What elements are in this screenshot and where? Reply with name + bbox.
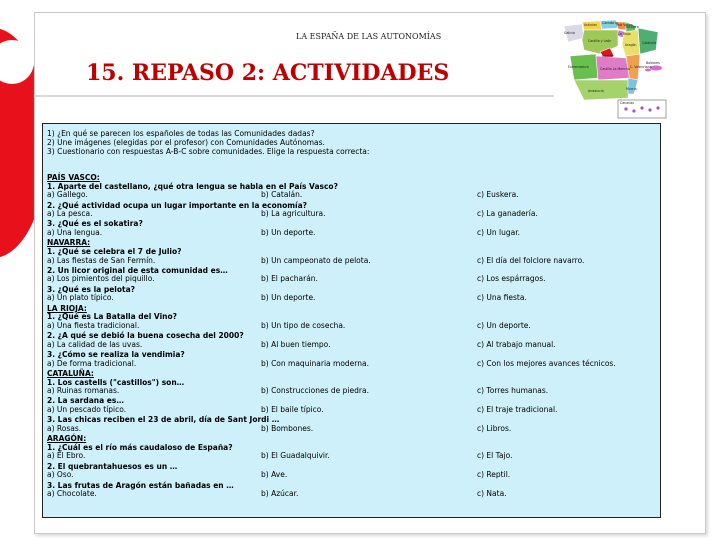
question-text: 1. ¿Qué se celebra el 7 de Julio? [47,246,182,256]
answer-option-b: b) La agricultura. [261,209,326,219]
answer-option-c: c) Reptil. [477,470,511,480]
answer-option-c: c) Euskera. [477,190,519,200]
answer-option-a: a) Chocolate. [47,489,97,499]
answer-option-a: a) Las fiestas de San Fermín. [47,255,156,265]
map-label: Asturias [584,23,597,27]
answer-option-a: a) Rosas. [47,423,82,433]
answer-option-b: b) Ave. [261,470,288,480]
map-label: Castilla La Mancha [600,67,630,71]
map-label: Aragón [625,43,637,47]
question-text: 3. ¿Cómo se realiza la vendimia? [47,350,185,359]
answer-option-c: c) Libros. [477,423,512,433]
question-text: 3. Las chicas reciben el 23 de abril, día de Sant Jordi … [47,415,280,425]
question-text: 3. Las frutas de Aragón están bañadas en … [47,480,234,490]
answer-option-c: c) El traje tradicional. [477,405,558,414]
question-text: 2. La sardana es… [47,396,124,406]
question-text: 1. ¿Qué es La Batalla del Vino? [47,312,178,322]
answer-option-b: b) Catalán. [261,190,303,200]
answer-option-b: b) El baile típico. [261,405,324,414]
region-heading: LA RIOJA: [47,303,87,313]
answer-option-c: c) Los espárragos. [477,274,546,284]
map-label: Madrid [602,54,613,58]
question-text: 3. ¿Qué es la pelota? [47,284,136,294]
map-label: Navarra [626,25,639,29]
question-text: 1. Aparte del castellano, ¿qué otra lengua se habla en el País Vasco? [47,181,338,191]
answer-option-c: c) Un deporte. [477,320,531,330]
activities-box [42,123,661,518]
map-label: Baleares [646,61,660,65]
answer-option-a: a) Oso. [47,470,74,480]
instruction-1: 1) ¿En qué se parecen los españoles de todas las Comunidades dadas? [47,129,315,138]
question-text: 1. ¿Cuál es el río más caudaloso de España? [47,442,233,452]
slide-supertitle: LA ESPAÑA DE LAS AUTONOMÍAS [296,32,442,41]
map-label: Extremadura [568,65,589,69]
answer-option-b: b) El pacharán. [261,274,318,284]
answer-option-a: a) Un pescado típico. [47,405,127,414]
answer-option-b: b) Un campeonato de pelota. [261,255,371,265]
question-text: 2. Un licor original de esta comunidad es… [47,265,228,275]
answer-option-b: b) El Guadalquivir. [261,451,330,461]
answer-option-b: b) Un deporte. [261,293,316,303]
title-divider [34,95,554,97]
answer-option-a: a) Los pimientos del piquillo. [47,274,155,284]
answer-option-b: b) Al buen tiempo. [261,339,331,349]
map-label: Canarias [620,101,634,105]
answer-option-a: a) La calidad de las uvas. [47,339,143,349]
answer-option-a: a) De forma tradicional. [47,358,137,368]
answer-option-c: c) Torres humanas. [477,386,549,396]
answer-option-c: c) El Tajo. [477,451,513,461]
map-label: Galicia [564,31,575,35]
answer-option-a: a) El Ebro. [47,451,86,461]
answer-option-a: a) Ruinas romanas. [47,386,120,396]
answer-option-a: a) Una fiesta tradicional. [47,320,140,330]
instruction-2: 2) Une imágenes (elegidas por el profesor) con Comunidades Autónomas. [47,138,325,147]
map-label: Cantabria [602,21,618,25]
region-heading: PAÍS VASCO: [47,173,100,182]
answer-option-a: a) La pesca. [47,209,93,219]
map-label: Andalucía [588,89,604,93]
slide-title: 15. REPASO 2: ACTIVIDADES [86,60,450,86]
answer-option-c: c) Una fiesta. [477,293,527,303]
map-label: Murcia [626,87,637,91]
question-text: 2. El quebrantahuesos es un … [47,461,178,471]
answer-option-c: c) Un lugar. [477,228,521,237]
answer-option-b: b) Bombones. [261,423,314,433]
answer-option-a: a) Un plato típico. [47,293,114,303]
answer-option-b: b) Construcciones de piedra. [261,386,369,396]
answer-option-c: c) La ganadería. [477,209,538,219]
map-label: Castilla y León [588,39,612,43]
map-label: La Rioja [618,32,631,36]
instruction-3: 3) Cuestionario con respuestas A-B-C sobre comunidades. Elige la respuesta correcta: [47,147,370,156]
map-label: Cataluña [642,41,657,45]
question-text: 1. Los castells ("castillos") son… [47,377,185,387]
answer-option-b: b) Azúcar. [261,489,299,499]
answer-option-c: c) El día del folclore navarro. [477,255,585,265]
answer-option-a: a) Una lengua. [47,228,103,237]
map-label: C. Valenciana [630,65,652,69]
spain-map [560,16,668,120]
question-text: 2. ¿Qué actividad ocupa un lugar importante en la economía? [47,200,308,210]
answer-option-a: a) Gallego. [47,190,88,200]
answer-option-c: c) Con los mejores avances técnicos. [477,358,616,368]
question-text: 2. ¿A qué se debió la buena cosecha del 2000? [47,331,244,341]
map-label: País Vasco [616,23,633,27]
answer-option-b: b) Con maquinaria moderna. [261,358,369,368]
answer-option-b: b) Un deporte. [261,228,316,237]
answer-option-c: c) Al trabajo manual. [477,339,556,349]
region-heading: NAVARRA: [47,238,91,248]
question-text: 3. ¿Qué es el sokatira? [47,219,143,229]
region-heading: ARAGÓN: [47,434,87,444]
answer-option-c: c) Nata. [477,489,507,499]
answer-option-b: b) Un tipo de cosecha. [261,320,346,330]
region-heading: CATALUÑA: [47,368,94,378]
